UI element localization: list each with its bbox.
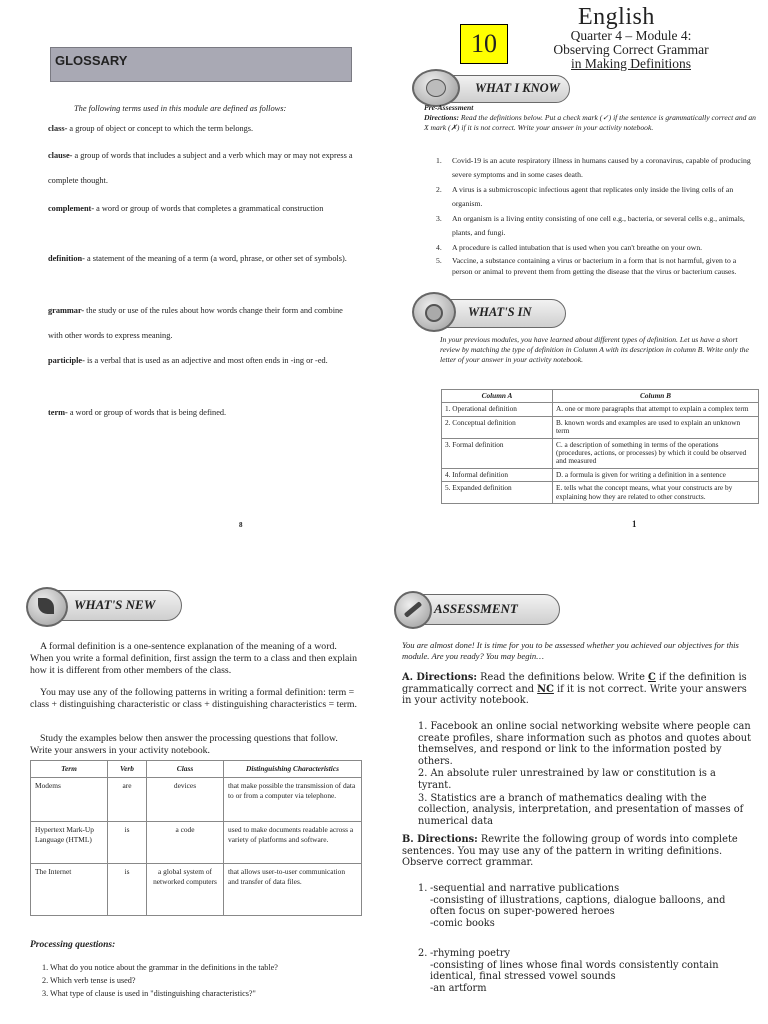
- table-row: [442, 416, 759, 438]
- assessment-intro: You are almost done! It is time for you to be assessed whether you achieved our objectives for this module. Are you ready? You may begin…: [402, 640, 739, 661]
- list-item: [436, 154, 754, 182]
- item-line: -consisting of illustrations, captions, dialogue balloons, and often focus on super-powered heroes: [430, 894, 726, 918]
- question-item: 3. What type of clause is used in "distinguishing characteristics?": [42, 989, 256, 998]
- table-cell: 2. Conceptual definition: [442, 416, 553, 438]
- glossary-def: a group of words that includes a subject and a verb which may or may not express a complete thought.: [48, 151, 353, 185]
- section-a-list: [418, 721, 752, 827]
- section-a-directions: [402, 672, 754, 707]
- column-distinguishing: Distinguishing Characteristics: [224, 761, 362, 778]
- section-a-text: if it is not correct. Write your answers in your activity notebook.: [402, 683, 747, 707]
- table-cell: Hypertext Mark-Up Language (HTML): [31, 822, 108, 864]
- definitions-table: [30, 760, 362, 916]
- column-term: Term: [31, 761, 108, 778]
- pre-assessment-block: [424, 103, 756, 134]
- table-cell: that allows user-to-user communication and transfer of data files.: [224, 864, 362, 916]
- section-b-directions: [402, 834, 752, 869]
- whats-new-p1: A formal definition is a one-sentence explanation of the meaning of a word. When you write a formal definition, first assign the term to a class and then explain how it is different from other members of the class.: [30, 641, 358, 676]
- table-header-row: [31, 761, 362, 778]
- glossary-entry: [48, 400, 358, 425]
- item-number: 2.: [436, 185, 442, 194]
- column-class: Class: [147, 761, 224, 778]
- list-item: [436, 241, 754, 255]
- table-row: [31, 778, 362, 822]
- glossary-term: term-: [48, 408, 68, 417]
- list-item: [436, 256, 754, 277]
- glossary-term: complement-: [48, 204, 95, 213]
- glossary-term: clause-: [48, 151, 73, 160]
- glossary-term: grammar-: [48, 306, 85, 315]
- question-item: 1. What do you notice about the grammar in the definitions in the table?: [42, 963, 278, 972]
- table-cell: a code: [147, 822, 224, 864]
- table-cell: E. tells what the concept means, what your constructs are by explaining how they are related to other constructs.: [553, 482, 759, 504]
- glossary-def: a word or group of words that completes a grammatical construction: [94, 204, 324, 213]
- list-item: 2. An absolute ruler unrestrained by law or constitution is a tyrant.: [418, 768, 716, 791]
- column-a-header: Column A: [442, 390, 553, 403]
- item-lines: [430, 883, 752, 929]
- glossary-entry: [48, 143, 358, 193]
- glossary-entry: [48, 348, 358, 373]
- page-number: 8: [239, 521, 243, 529]
- list-item: [436, 183, 754, 211]
- whats-new-title: WHAT'S NEW: [74, 597, 156, 612]
- item-line: -sequential and narrative publications: [430, 883, 620, 894]
- item-text: A procedure is called intubation that is used when you can't breathe on your own.: [452, 243, 703, 252]
- column-b-header: Column B: [553, 390, 759, 403]
- gear-icon: [412, 292, 456, 332]
- glossary-intro: The following terms used in this module are defined as follows:: [74, 104, 287, 113]
- subject-title: English: [578, 4, 655, 30]
- module-topic-2: in Making Definitions: [571, 56, 691, 71]
- item-text: Vaccine, a substance containing a virus or bacterium in a form that is not harmful, given to a person or animal to prevent them from getting the disease that the virus or bacterium causes.: [452, 256, 737, 276]
- table-row: [442, 438, 759, 468]
- section-a-text: if the definition is grammatically correct and: [402, 672, 747, 695]
- section-b-text: Rewrite the following group of words into complete sentences. You may use any of the pattern in writing definitions. Observe correct grammar.: [402, 834, 738, 869]
- table-header-row: [442, 390, 759, 403]
- item-line: -consisting of lines whose final words consistently contain identical, final stressed vowel sounds: [430, 959, 719, 983]
- table-row: [442, 403, 759, 416]
- list-item: [418, 948, 752, 994]
- section-b-label: B. Directions:: [402, 834, 478, 845]
- what-i-know-title: WHAT I KNOW: [475, 81, 560, 95]
- item-number: 5.: [436, 256, 442, 265]
- glossary-entry: [48, 116, 358, 141]
- table-row: [442, 468, 759, 481]
- pre-assessment-label: Pre-Assessment: [424, 103, 474, 112]
- item-line: -an artform: [430, 982, 487, 994]
- item-line: -rhyming poetry: [430, 948, 511, 959]
- list-item: 1. Facebook an online social networking website where people can create profiles, share information such as photos and quotes about themselves, and respond or link to the information posted by others.: [418, 721, 752, 767]
- glossary-def: the study or use of the rules about how words change their form and combine with other words to express meaning.: [48, 306, 343, 340]
- pre-assessment-directions: [424, 113, 756, 133]
- table-cell: 4. Informal definition: [442, 468, 553, 481]
- matching-table: [441, 389, 759, 504]
- section-a-text: Read the definitions below. Write: [477, 672, 649, 683]
- glossary-def: a statement of the meaning of a term (a word, phrase, or other set of symbols).: [84, 254, 347, 263]
- item-number: 4.: [436, 243, 442, 252]
- table-cell: A. one or more paragraphs that attempt to explain a complex term: [553, 403, 759, 416]
- item-number: 1.: [436, 156, 442, 165]
- table-row: [31, 822, 362, 864]
- table-cell: 3. Formal definition: [442, 438, 553, 468]
- column-verb: Verb: [108, 761, 147, 778]
- whats-in-intro: In your previous modules, you have learned about different types of definition. Let us have a short review by matching the type of definition in Column A with its description in column B. Write only the letter of your answer in your activity notebook.: [440, 335, 749, 365]
- item-number: 2.: [418, 948, 428, 959]
- table-cell: The Internet: [31, 864, 108, 916]
- pencil-icon: [394, 591, 432, 629]
- item-line: -comic books: [430, 917, 495, 929]
- item-text: Covid-19 is an acute respiratory illness in humans caused by a coronavirus, capable of producing severe symptoms and in some cases death.: [452, 156, 751, 179]
- list-item: [436, 212, 754, 240]
- table-cell: Modems: [31, 778, 108, 822]
- item-text: A virus is a submicroscopic infectious agent that replicates only inside the living cells of an organism.: [452, 185, 734, 208]
- item-number: 1.: [418, 883, 428, 894]
- glossary-term: definition-: [48, 254, 85, 263]
- table-cell: that make possible the transmission of data to or from a computer via telephone.: [224, 778, 362, 822]
- processing-questions-list: [42, 961, 362, 1000]
- whats-in-title: WHAT'S IN: [468, 305, 532, 319]
- puzzle-icon: [412, 69, 460, 107]
- directions-text: Read the definitions below. Put a check mark (✓) if the sentence is grammatically correct and an X mark (✗) if it is not correct. Write your answer in your activity notebook.: [424, 113, 756, 133]
- glossary-term: class-: [48, 124, 68, 133]
- item-lines: [430, 948, 752, 994]
- table-cell: D. a formula is given for writing a definition in a sentence: [553, 468, 759, 481]
- glossary-entry: [48, 246, 358, 271]
- table-row: [31, 864, 362, 916]
- what-i-know-list: [436, 154, 754, 277]
- list-item: [418, 883, 752, 929]
- glossary-def: a word or group of words that is being defined.: [67, 408, 227, 417]
- table-cell: B. known words and examples are used to explain an unknown term: [553, 416, 759, 438]
- not-correct-mark: NC: [537, 683, 554, 695]
- glossary-term: participle-: [48, 356, 85, 365]
- glossary-entry: [48, 298, 358, 348]
- whats-new-p2: You may use any of the following patterns in writing a formal definition: term = class + distinguishing characteristic or class + distinguishing characteristics = term.: [30, 687, 358, 710]
- table-cell: devices: [147, 778, 224, 822]
- section-b-item: [418, 948, 752, 994]
- table-cell: a global system of networked computers: [147, 864, 224, 916]
- grade-badge: 10: [460, 24, 508, 64]
- item-text: An organism is a living entity consisting of one cell e.g., bacteria, or several cells e.g., animals, plants, and fungi.: [452, 214, 745, 237]
- glossary-entry: [48, 196, 358, 221]
- section-a-label: A. Directions:: [402, 672, 478, 683]
- list-item: 3. Statistics are a branch of mathematics dealing with the collection, analysis, interpretation, and presentation of masses of numerical data: [418, 792, 744, 827]
- table-cell: is: [108, 864, 147, 916]
- glossary-def: is a verbal that is used as an adjective and most often ends in -ing or -ed.: [84, 356, 328, 365]
- table-cell: 5. Expanded definition: [442, 482, 553, 504]
- module-quarter: Quarter 4 – Module 4:: [570, 28, 692, 43]
- table-cell: used to make documents readable across a variety of platforms and software.: [224, 822, 362, 864]
- question-item: 2. Which verb tense is used?: [42, 976, 136, 985]
- table-cell: are: [108, 778, 147, 822]
- section-b-item: [418, 883, 752, 929]
- module-topic-1: Observing Correct Grammar: [553, 42, 709, 57]
- glossary-def: a group of object or concept to which the term belongs.: [67, 124, 254, 133]
- table-row: [442, 482, 759, 504]
- module-title: [512, 29, 750, 71]
- glossary-title: GLOSSARY: [55, 53, 128, 68]
- leaf-icon: [26, 587, 68, 627]
- whats-new-p3: Study the examples below then answer the processing questions that follow. Write your answers in your activity notebook.: [30, 733, 338, 756]
- processing-questions-title: Processing questions:: [30, 940, 116, 950]
- page-number: 1: [632, 519, 637, 529]
- table-cell: C. a description of something in terms of the operations (procedures, actions, or processes) by which it could be observed and measured: [553, 438, 759, 468]
- table-cell: 1. Operational definition: [442, 403, 553, 416]
- assessment-title: ASSESSMENT: [434, 601, 518, 616]
- table-cell: is: [108, 822, 147, 864]
- item-number: 3.: [436, 214, 442, 223]
- directions-label: Directions:: [424, 113, 460, 123]
- correct-mark: C: [648, 672, 656, 683]
